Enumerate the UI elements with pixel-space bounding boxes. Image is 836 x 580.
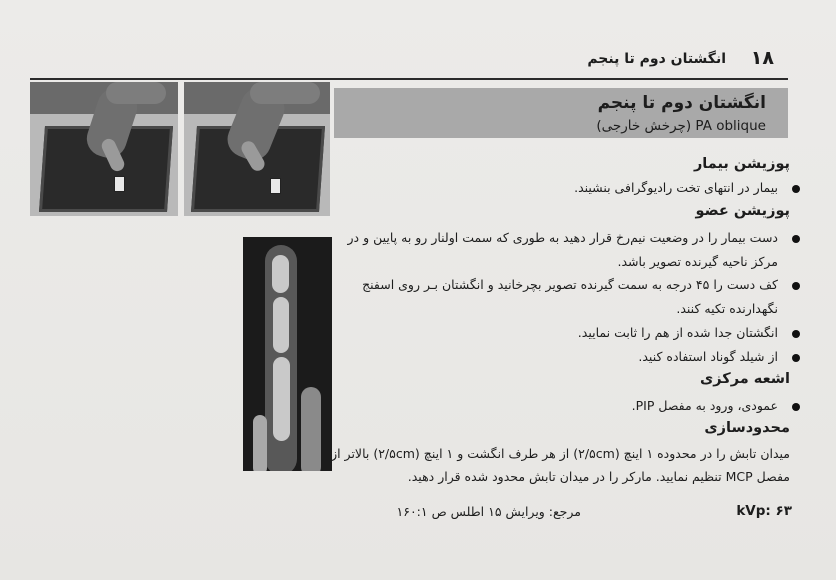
bullet-part-1a: دست بیمار را در وضعیت نیم‌رخ قرار دهید به طوری که سمت اولنار رو به پایین و در [347, 230, 778, 245]
projection-subtitle: PA oblique (چرخش خارجی) [596, 118, 766, 134]
positioning-photo-left [30, 82, 178, 216]
adjacent-finger [301, 387, 321, 471]
distal-phalanx [272, 255, 289, 293]
page-number: ۱۸ [750, 47, 774, 69]
bullet-dot [792, 354, 800, 362]
heading-part-position: پوزیشن عضو [695, 203, 790, 219]
collimation-line-2: مفصل MCP تنظیم نمایید. مارکر را در میدان تابش محدود شده قرار دهید. [407, 469, 790, 484]
bullet-part-2a: کف دست را ۴۵ درجه به سمت گیرنده تصویر بچرخانید و انگشتان بـر روی اسفنج [362, 277, 778, 292]
bullet-dot [792, 185, 800, 193]
bullet-part-2b: نگهدارنده تکیه کنند. [676, 301, 778, 316]
heading-patient-position: پوزیشن بیمار [693, 156, 790, 172]
collimation-line-1: میدان تابش را در محدوده ۱ اینچ (۲/۵cm) از هر طرف انگشت و ۱ اینچ (۲/۵cm) بالاتر از [331, 446, 790, 461]
bullet-dot [792, 282, 800, 290]
lead-marker [114, 176, 125, 192]
bullet-part-1b: مرکز ناحیه گیرنده تصویر باشد. [617, 254, 778, 269]
bullet-patient-1: بیمار در انتهای تخت رادیوگرافی بنشیند. [574, 180, 778, 195]
chapter-title: انگشتان دوم تا پنجم [587, 51, 726, 67]
reference-note: مرجع: ویرایش ۱۵ اطلس ص ۱۶۰:۱ [396, 504, 581, 519]
bullet-part-4: از شیلد گوناد استفاده کنید. [638, 349, 778, 364]
finger-xray-image [243, 237, 332, 471]
bullet-dot [792, 330, 800, 338]
bullet-central-ray-1: عمودی، ورود به مفصل PIP. [631, 398, 778, 413]
kvp-value: kVp: ۶۳ [736, 503, 792, 519]
middle-phalanx [273, 297, 289, 353]
positioning-photo-right [184, 82, 330, 216]
heading-central-ray: اشعه مرکزی [700, 371, 790, 387]
patient-arm [250, 82, 320, 104]
adjacent-finger [253, 415, 267, 471]
bullet-dot [792, 235, 800, 243]
proximal-phalanx [273, 357, 290, 441]
heading-collimation: محدودسازی [704, 420, 790, 436]
bullet-part-3: انگشتان جدا شده از هم را ثابت نمایید. [577, 325, 778, 340]
section-title: انگشتان دوم تا پنجم [597, 93, 766, 113]
lead-marker [270, 178, 281, 194]
header-divider [30, 78, 788, 80]
bullet-dot [792, 403, 800, 411]
patient-arm [106, 82, 166, 104]
section-title-box [334, 88, 788, 138]
